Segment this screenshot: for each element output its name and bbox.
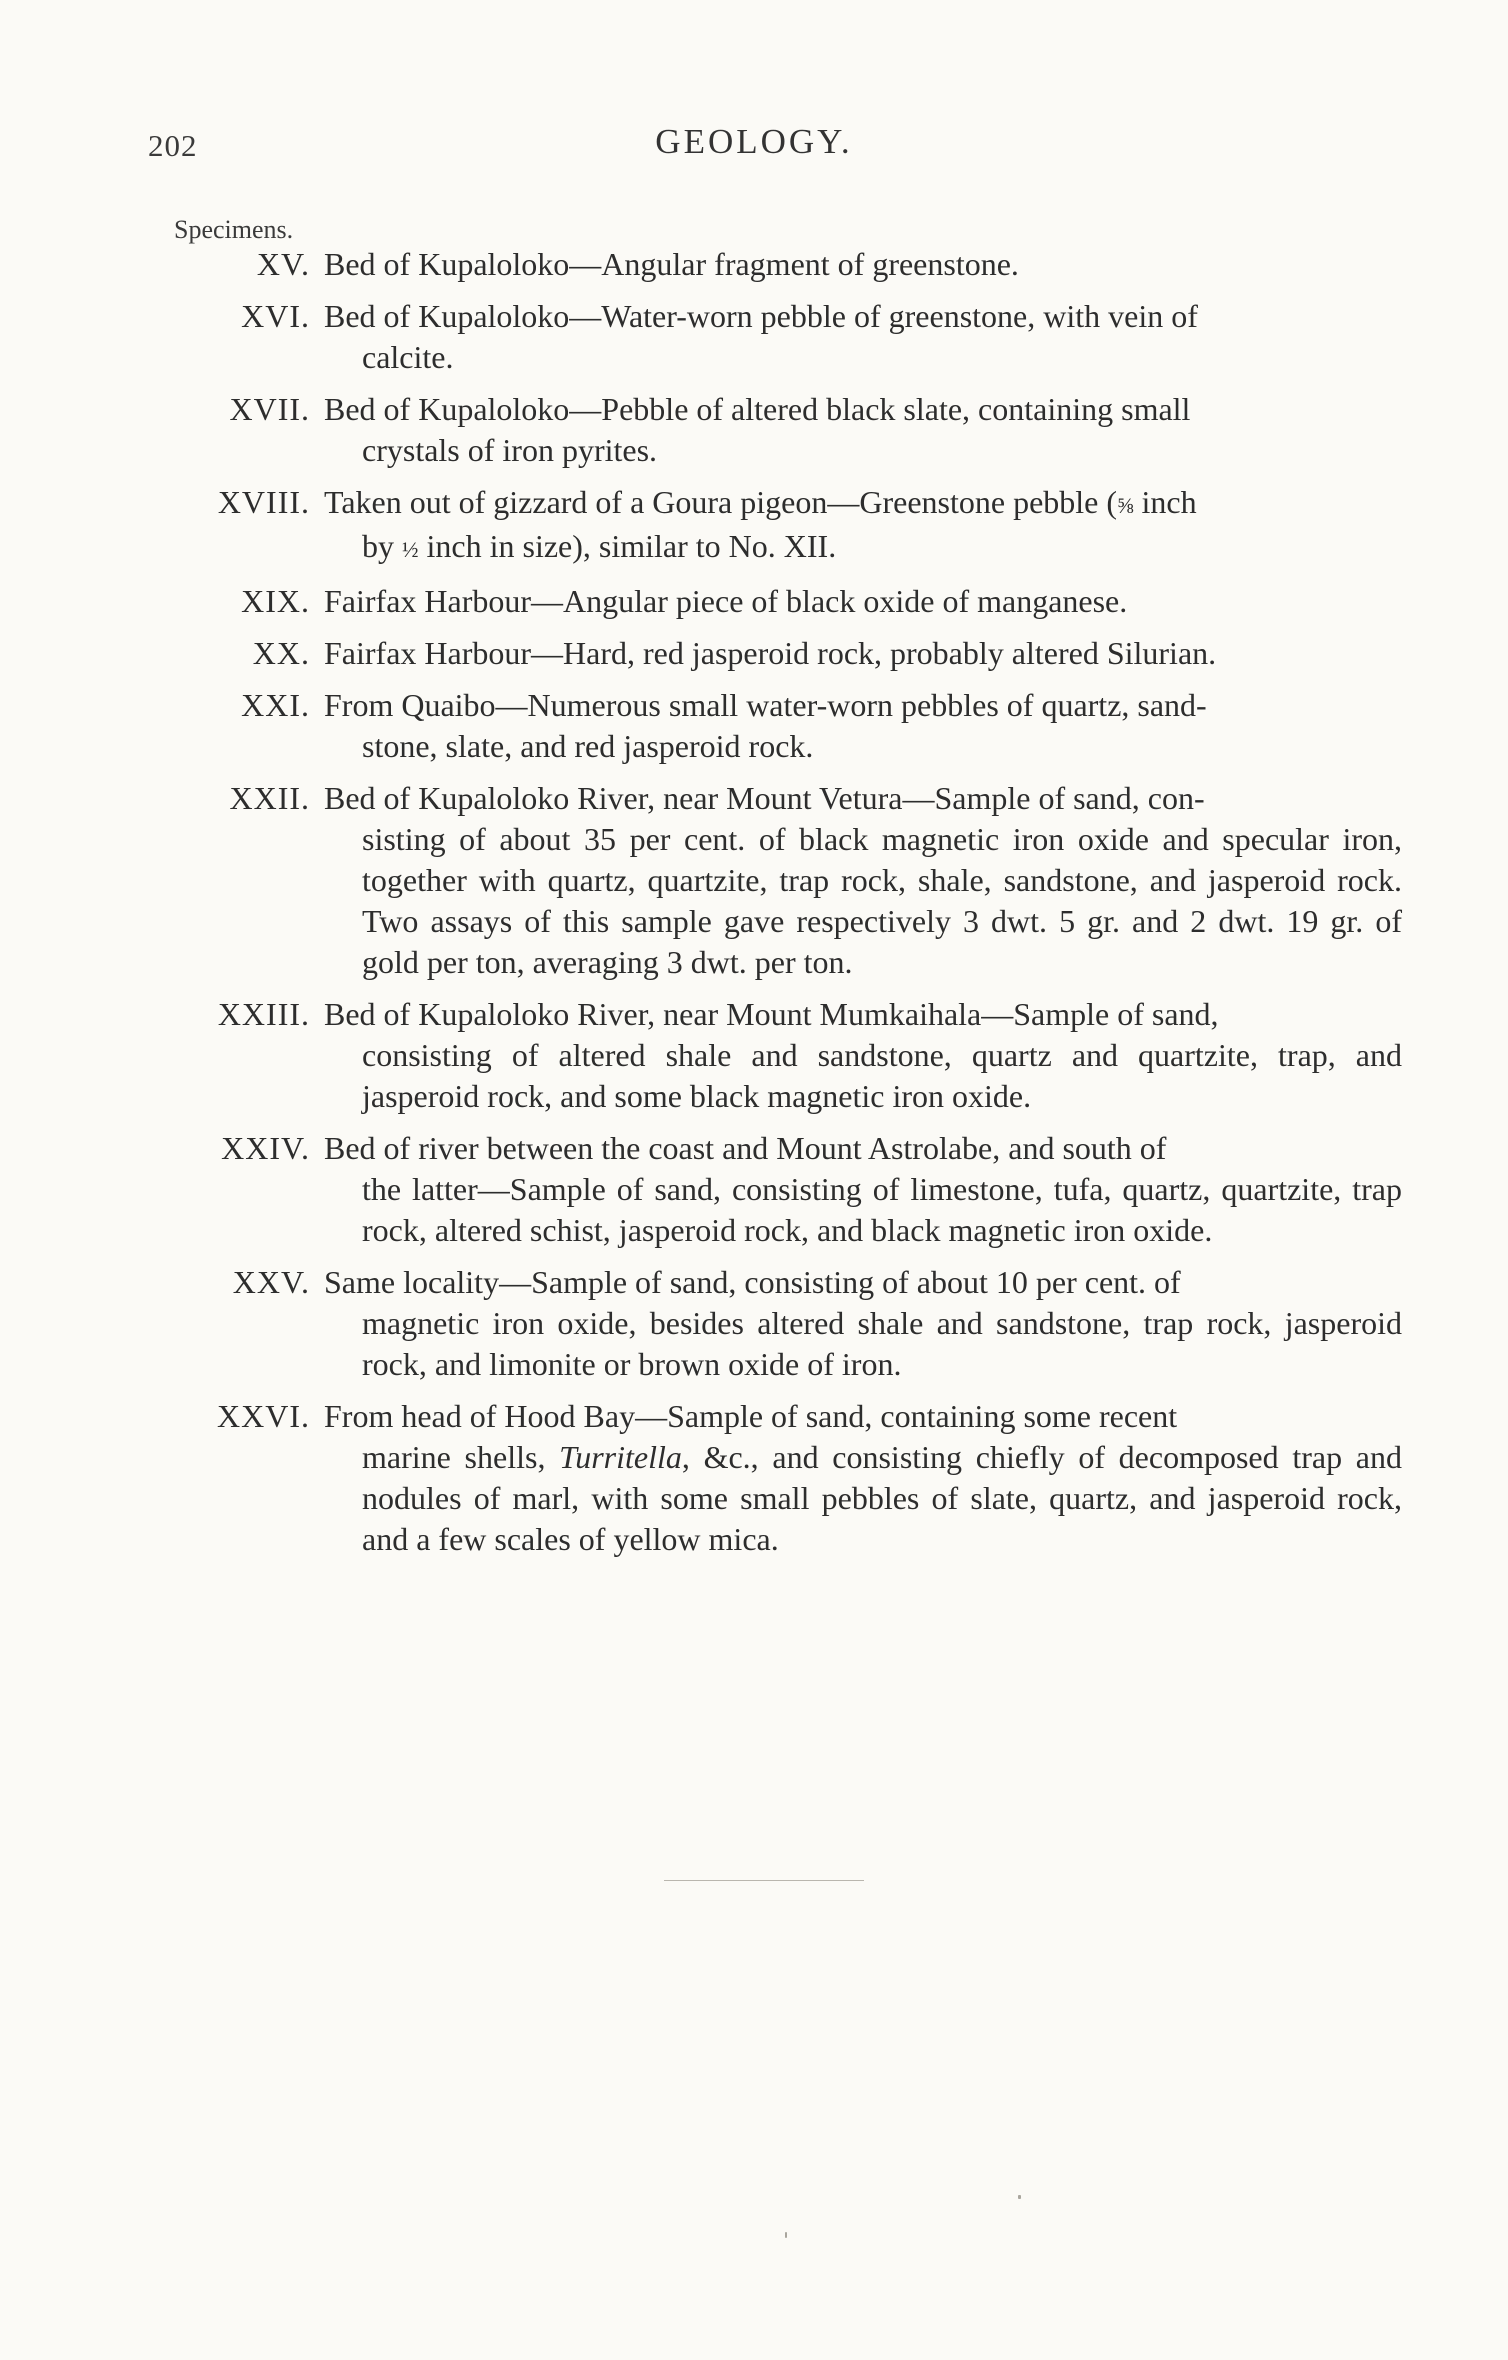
description-continuation: calcite. [362, 339, 454, 375]
description-continuation: magnetic iron oxide, besides altered shale and sandstone, trap rock, jasperoid rock, and limonite or brown oxide of iron. [362, 1305, 1402, 1382]
specimen-entry [150, 389, 1402, 471]
fraction: ⅝ [1117, 493, 1134, 518]
specimen-numeral: XIX. [241, 583, 310, 619]
description-first-line: Same locality—Sample of sand, consisting of about 10 per cent. of [324, 1264, 1181, 1300]
specimen-description [310, 1396, 1402, 1560]
description-first-line: Bed of Kupaloloko River, near Mount Mumkaihala—Sample of sand, [324, 996, 1219, 1032]
specimen-entry [150, 685, 1402, 767]
continuation-part: by [362, 528, 402, 564]
description-first-line: From Quaibo—Numerous small water-worn pebbles of quartz, sand- [324, 687, 1207, 723]
specimen-entry [150, 778, 1402, 983]
specimen-description [310, 685, 1402, 767]
specimen-entry [150, 1262, 1402, 1385]
specimen-entry [150, 994, 1402, 1117]
column-label: Specimens. [174, 215, 294, 244]
continuation-part: , &c., and consisting chiefly of decomposed trap and nodules of marl, with some small pebbles of slate, quartz, and jasperoid rock, and a few scales of yellow mica. [362, 1439, 1403, 1557]
description-first-line: Bed of Kupaloloko—Pebble of altered black slate, containing small [324, 391, 1191, 427]
specimen-numeral: XVII. [229, 391, 310, 427]
specimen-entry [150, 581, 1402, 622]
specimen-numeral: XXIII. [217, 996, 310, 1032]
specimen-description [310, 244, 1402, 285]
specimen-description [310, 994, 1402, 1117]
specimen-numeral: XVI. [241, 298, 310, 334]
description-first-line: Bed of Kupaloloko—Water-worn pebble of greenstone, with vein of [324, 298, 1198, 334]
closing-rule [664, 1880, 864, 1881]
specimen-description [310, 581, 1402, 622]
paper-speck [785, 2232, 787, 2238]
description-first-line: From head of Hood Bay—Sample of sand, containing some recent [324, 1398, 1178, 1434]
specimen-description [310, 1128, 1402, 1251]
description-continuation [324, 526, 1402, 570]
specimen-description [310, 778, 1402, 983]
specimen-numeral: XXIV. [221, 1130, 310, 1166]
specimen-description [310, 633, 1402, 674]
specimen-numeral: XV. [256, 246, 310, 282]
specimen-numeral: XXV. [232, 1264, 310, 1300]
continuation-part: marine shells, [362, 1439, 560, 1475]
description-continuation: consisting of altered shale and sandstone, quartz and quartzite, trap, and jasperoid rock, and some black magnetic iron oxide. [362, 1037, 1402, 1114]
italic-genus-name: Turritella [559, 1439, 682, 1475]
description-continuation: sisting of about 35 per cent. of black magnetic iron oxide and specular iron, together with quartz, quartzite, trap rock, shale, sandstone, and jasperoid rock. Two assays of this sample gave respectively 3 dwt. 5 gr. and 2 dwt. 19 gr. of gold per ton, averaging 3 dwt. per ton. [362, 821, 1402, 980]
specimen-numeral: XX. [252, 635, 310, 671]
paper-speck [1018, 2195, 1021, 2199]
specimen-list [150, 244, 1402, 1571]
specimen-entry [150, 1396, 1402, 1560]
description-continuation: crystals of iron pyrites. [362, 432, 658, 468]
specimen-entry [150, 296, 1402, 378]
specimen-entry [150, 633, 1402, 674]
description-first-line-part: Taken out of gizzard of a Goura pigeon—Greenstone pebble ( [324, 484, 1118, 520]
running-head: GEOLOGY. [655, 122, 853, 161]
specimen-entry [150, 1128, 1402, 1251]
description-first-line: Bed of river between the coast and Mount Astrolabe, and south of [324, 1130, 1167, 1166]
specimen-description [310, 389, 1402, 471]
description-continuation: stone, slate, and red jasperoid rock. [362, 728, 814, 764]
specimen-entry [150, 244, 1402, 285]
specimen-description [310, 296, 1402, 378]
specimen-numeral: XXI. [241, 687, 310, 723]
page-number: 202 [148, 128, 198, 163]
description-first-line: Bed of Kupaloloko River, near Mount Vetura—Sample of sand, con- [324, 780, 1205, 816]
fraction: ½ [402, 537, 419, 562]
description-continuation [324, 1437, 1402, 1560]
continuation-part: inch in size), similar to No. XII. [418, 528, 837, 564]
specimen-entry [150, 482, 1402, 570]
specimen-description [310, 1262, 1402, 1385]
description-continuation: the latter—Sample of sand, consisting of limestone, tufa, quartz, quartzite, trap rock, altered schist, jasperoid rock, and black magnetic iron oxide. [362, 1171, 1402, 1248]
specimen-description [310, 482, 1402, 570]
description-first-line: Fairfax Harbour—Angular piece of black oxide of manganese. [324, 583, 1128, 619]
specimen-numeral: XVIII. [217, 484, 310, 520]
specimen-numeral: XXVI. [217, 1398, 310, 1434]
description-first-line: Bed of Kupaloloko—Angular fragment of greenstone. [324, 246, 1019, 282]
specimen-numeral: XXII. [229, 780, 310, 816]
description-first-line-part: inch [1133, 484, 1197, 520]
description-first-line: Fairfax Harbour—Hard, red jasperoid rock, probably altered Silurian. [324, 635, 1217, 671]
